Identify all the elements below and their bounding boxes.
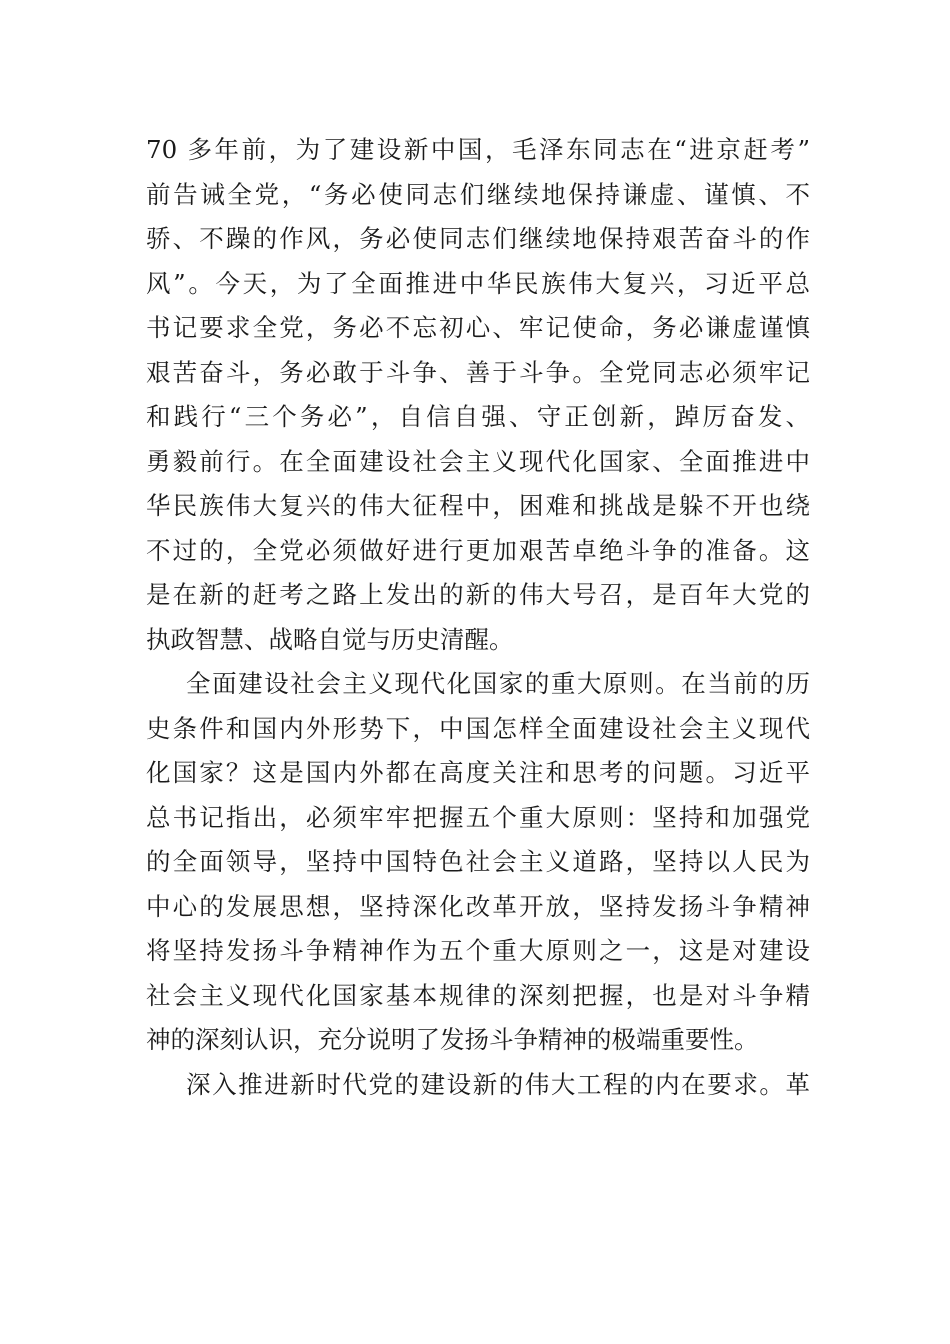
text-line: 70 多年前，为了建设新中国，毛泽东同志在“进京赶考”	[146, 135, 810, 164]
text-line: 书记要求全党，务必不忘初心、牢记使命，务必谦虚谨慎	[146, 313, 810, 342]
text-line: 总书记指出，必须牢牢把握五个重大原则：坚持和加强党	[146, 802, 810, 832]
text-line: 前告诫全党，“务必使同志们继续地保持谦虚、谨慎、不	[146, 179, 810, 209]
text-line: 不过的，全党必须做好进行更加艰苦卓绝斗争的准备。这	[146, 535, 810, 565]
text-line: 的全面领导，坚持中国特色社会主义道路，坚持以人民为	[146, 847, 810, 876]
text-line: 勇毅前行。在全面建设社会主义现代化国家、全面推进中	[146, 446, 810, 476]
text-line: 社会主义现代化国家基本规律的深刻把握，也是对斗争精	[146, 980, 810, 1010]
text-line: 将坚持发扬斗争精神作为五个重大原则之一，这是对建设	[146, 936, 810, 965]
text-line: 化国家？这是国内外都在高度关注和思考的问题。习近平	[146, 758, 810, 787]
text-line: 骄、不躁的作风，务必使同志们继续地保持艰苦奋斗的作	[146, 224, 810, 253]
text-line: 和践行“三个务必”，自信自强、守正创新，踔厉奋发、	[146, 402, 810, 431]
document-body	[146, 128, 810, 1107]
text-line: 艰苦奋斗，务必敢于斗争、善于斗争。全党同志必须牢记	[146, 357, 810, 387]
paragraph-3	[146, 1063, 810, 1108]
text-line: 风”。今天，为了全面推进中华民族伟大复兴，习近平总	[146, 268, 810, 298]
text-line: 中心的发展思想，坚持深化改革开放，坚持发扬斗争精神	[146, 891, 810, 921]
text-line: 是在新的赶考之路上发出的新的伟大号召，是百年大党的	[146, 580, 810, 609]
text-line: 全面建设社会主义现代化国家的重大原则。在当前的历	[186, 669, 810, 698]
text-line: 华民族伟大复兴的伟大征程中，困难和挑战是躲不开也绕	[146, 491, 810, 520]
text-line: 神的深刻认识，充分说明了发扬斗争精神的极端重要性。	[146, 1025, 759, 1054]
paragraph-2	[146, 662, 810, 1063]
paragraph-1	[146, 128, 810, 662]
text-line: 史条件和国内外形势下，中国怎样全面建设社会主义现代	[146, 713, 810, 743]
text-line: 执政智慧、战略自觉与历史清醒。	[146, 624, 514, 654]
text-line: 深入推进新时代党的建设新的伟大工程的内在要求。革	[186, 1069, 810, 1099]
